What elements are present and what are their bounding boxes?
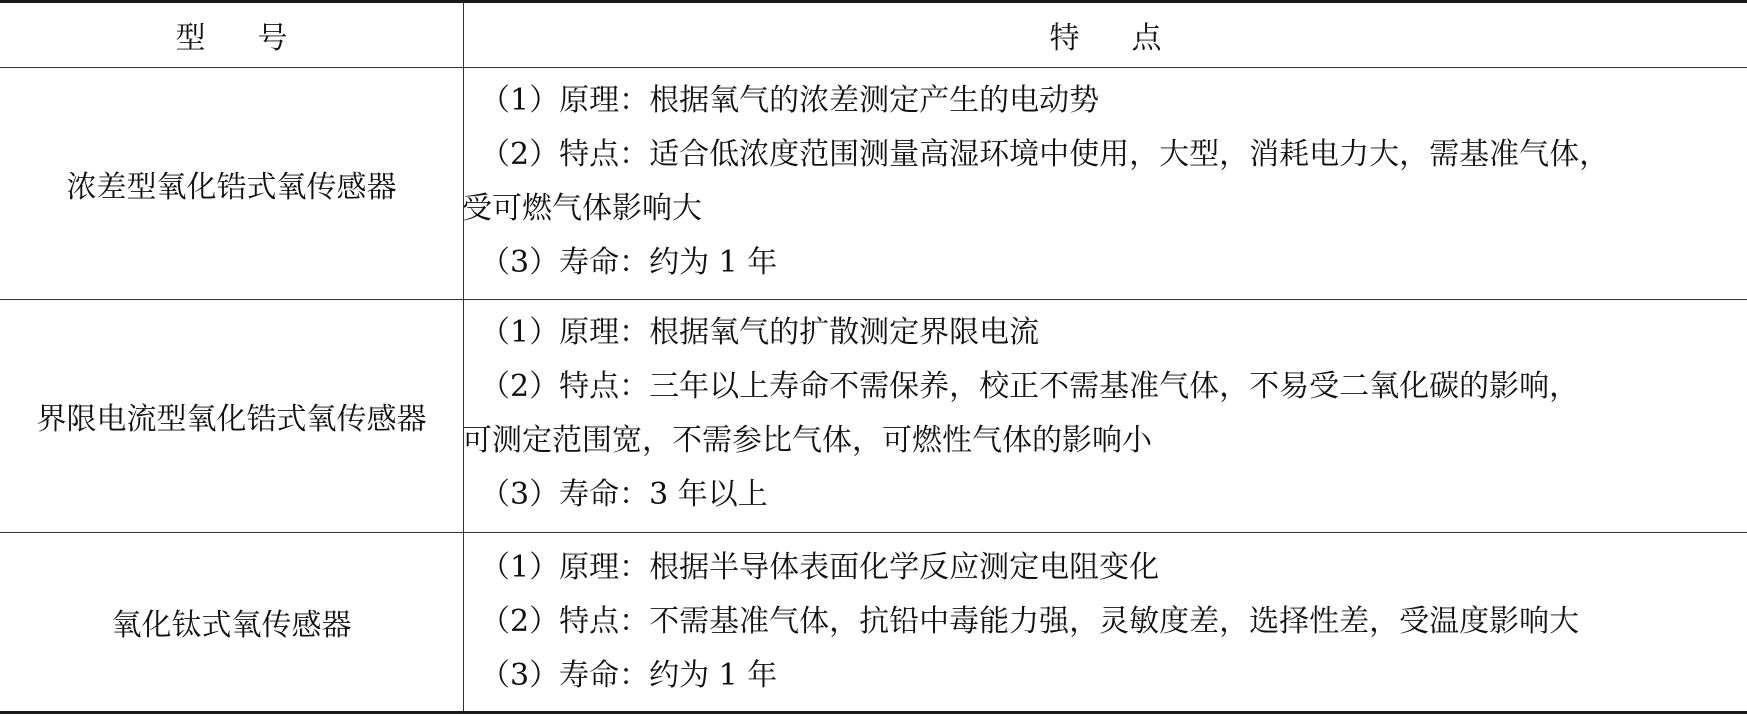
feature-line: （2）特点：适合低浓度范围测量高湿环境中使用，大型，消耗电力大，需基准气体， (480, 137, 1610, 172)
column-divider (463, 3, 464, 711)
model-name: 界限电流型氧化锆式氧传感器 (36, 402, 427, 437)
model-name: 氧化钛式氧传感器 (111, 608, 352, 643)
table-row-1-model (0, 68, 463, 299)
model-name: 浓差型氧化锆式氧传感器 (66, 169, 397, 205)
header-features (464, 3, 1747, 67)
feature-line: 受可燃气体影响大 (462, 191, 702, 226)
table-row-2-model (0, 300, 463, 532)
feature-line: 可测定范围宽，不需参比气体，可燃性气体的影响小 (462, 423, 1152, 458)
header-model (0, 3, 463, 67)
feature-line: （1）原理：根据半导体表面化学反应测定电阻变化 (480, 550, 1160, 585)
feature-line: （2）特点：三年以上寿命不需保养，校正不需基准气体，不易受二氧化碳的影响， (480, 369, 1580, 404)
header-model-label: 型号 (175, 21, 340, 56)
feature-line: （3）寿命：约为 1 年 (480, 245, 778, 280)
feature-line: （2）特点：不需基准气体，抗铅中毒能力强，灵敏度差，选择性差，受温度影响大 (480, 604, 1580, 639)
table-bottom-rule (0, 711, 1747, 714)
table-row-2-features (462, 306, 1742, 522)
feature-line: （3）寿命：3 年以上 (480, 477, 768, 512)
feature-line: （3）寿命：约为 1 年 (480, 658, 778, 693)
table-row-3-model (0, 533, 463, 711)
feature-line: （1）原理：根据氧气的扩散测定界限电流 (480, 315, 1040, 350)
table-row-3-features (480, 541, 1742, 703)
table-row-1-features (462, 74, 1742, 290)
feature-line: （1）原理：根据氧气的浓差测定产生的电动势 (480, 83, 1100, 118)
header-features-label: 特点 (1049, 21, 1214, 56)
